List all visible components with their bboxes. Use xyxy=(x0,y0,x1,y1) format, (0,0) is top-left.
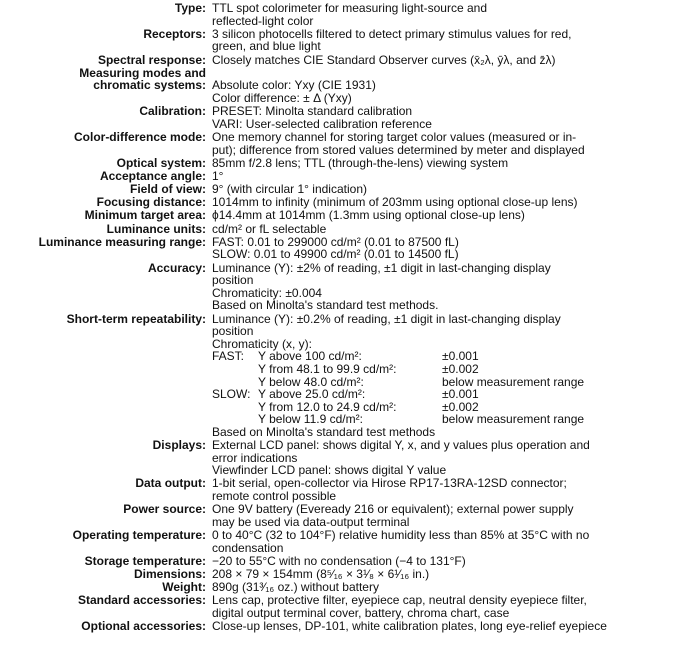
spec-line: Absolute color: Yxy (CIE 1931) xyxy=(212,78,376,93)
spec-row-power-source xyxy=(0,503,684,528)
spec-label: Type: xyxy=(174,1,206,15)
spec-value xyxy=(212,503,678,528)
spec-label: Receptors: xyxy=(143,26,206,41)
spec-label: Weight: xyxy=(162,580,206,595)
spec-line: 208 × 79 × 154mm (8⁵⁄₁₆ × 3¹⁄₈ × 6¹⁄₁₆ in.) xyxy=(212,567,430,581)
result: below measurement range xyxy=(442,412,585,427)
spec-row-luminance-measuring-range xyxy=(0,236,684,261)
spec-value xyxy=(212,581,678,594)
spec-line: reflected-light color xyxy=(212,13,314,28)
spec-line: 85mm f/2.8 lens; TTL (through-the-lens) viewing system xyxy=(212,155,509,170)
spec-value xyxy=(212,477,678,502)
spec-label: Optical system: xyxy=(116,155,206,170)
spec-value xyxy=(212,157,678,170)
spec-line: position xyxy=(212,273,254,288)
spec-line: TTL spot colorimeter for measuring light-source and xyxy=(212,1,488,15)
spec-value xyxy=(212,183,678,196)
spec-value xyxy=(212,594,678,619)
spec-value xyxy=(212,236,678,261)
result: ±0.002 xyxy=(442,361,479,376)
spec-label: Acceptance angle: xyxy=(99,168,206,183)
spec-line: Based on Minolta's standard test methods. xyxy=(212,298,439,313)
spec-row-type xyxy=(0,2,684,27)
spec-label: Luminance units: xyxy=(106,221,206,236)
spec-label: Operating temperature: xyxy=(72,528,206,543)
spec-row-luminance-units xyxy=(0,223,684,236)
spec-line: 9° (with circular 1° indication) xyxy=(212,182,367,197)
spec-line: green, and blue light xyxy=(212,39,321,54)
spec-value xyxy=(212,439,678,477)
spec-row-standard-accessories xyxy=(0,594,684,619)
spec-value xyxy=(212,555,678,568)
spec-label: Minimum target area: xyxy=(84,208,206,223)
spec-label: Storage temperature: xyxy=(84,553,206,568)
spec-label: Power source: xyxy=(123,502,206,517)
spec-line: One memory channel for storing target color values (measured or in- xyxy=(212,129,577,144)
spec-value xyxy=(212,67,678,105)
spec-line: VARI: User-selected calibration reference xyxy=(212,116,432,131)
spec-value xyxy=(212,262,678,312)
spec-label: Optional accessories: xyxy=(81,619,206,634)
condition: Y below 11.9 cd/m²: xyxy=(258,412,363,427)
spec-row-optical-system xyxy=(0,157,684,170)
spec-row-optional-accessories xyxy=(0,620,684,633)
spec-line: FAST: 0.01 to 299000 cd/m² (0.01 to 87500 fL) xyxy=(212,234,459,249)
mode-label: FAST: xyxy=(212,349,245,364)
spec-value xyxy=(212,131,678,156)
spec-line: condensation xyxy=(212,540,284,555)
spec-label: Dimensions: xyxy=(133,567,206,581)
spec-row-dimensions xyxy=(0,568,684,581)
spec-row-short-term-repeatability xyxy=(0,313,684,439)
spec-value xyxy=(212,2,678,27)
spec-label: Accuracy: xyxy=(147,260,206,275)
spec-value xyxy=(212,568,678,581)
spec-value xyxy=(212,54,678,67)
result: ±0.001 xyxy=(442,349,479,364)
spec-line: error indications xyxy=(212,450,298,465)
spec-line: Close-up lenses, DP-101, white calibration plates, long eye-relief eyepiece xyxy=(212,619,607,634)
spec-label: Data output: xyxy=(135,476,206,491)
spec-value xyxy=(212,223,678,236)
spec-line: 1014mm to infinity (minimum of 203mm using optional close-up lens) xyxy=(212,195,578,210)
spec-line: Luminance (Y): ±2% of reading, ±1 digit in last-changing display xyxy=(212,260,551,275)
spec-row-receptors xyxy=(0,28,684,53)
mode-label xyxy=(212,401,258,414)
spec-row-measuring-modes xyxy=(0,67,684,105)
spec-line: 1° xyxy=(212,168,224,183)
spec-line: Viewfinder LCD panel: shows digital Y value xyxy=(212,463,447,478)
mode-label: SLOW: xyxy=(212,387,251,402)
mode-label xyxy=(212,363,258,376)
spec-label: Spectral response: xyxy=(97,52,206,67)
condition: Y above 25.0 cd/m²: xyxy=(258,387,366,402)
spec-value xyxy=(212,209,678,222)
spec-label: Displays: xyxy=(152,438,206,453)
condition: Y from 48.1 to 99.9 cd/m²: xyxy=(258,361,397,376)
spec-value xyxy=(212,529,678,554)
spec-row-calibration xyxy=(0,105,684,130)
spec-label: Focusing distance: xyxy=(96,195,206,210)
spec-line: External LCD panel: shows digital Y, x, and y values plus operation and xyxy=(212,438,590,453)
repeatability-row xyxy=(212,388,678,401)
spec-row-focusing-distance xyxy=(0,196,684,209)
spec-line: 3 silicon photocells filtered to detect primary stimulus values for red, xyxy=(212,26,572,41)
spec-line: PRESET: Minolta standard calibration xyxy=(212,104,413,119)
spec-row-acceptance-angle xyxy=(0,170,684,183)
repeatability-row xyxy=(212,363,678,376)
spec-label-line: chromatic systems: xyxy=(93,78,206,93)
spec-label: Luminance measuring range: xyxy=(38,234,206,249)
spec-line: put); difference from stored values determined by meter and displayed xyxy=(212,142,585,157)
spec-line: may be used via data-output terminal xyxy=(212,514,410,529)
spec-row-field-of-view xyxy=(0,183,684,196)
spec-line: Color difference: ± Δ (Yxy) xyxy=(212,90,352,105)
spec-row-spectral-response xyxy=(0,54,684,67)
spec-line: remote control possible xyxy=(212,489,337,504)
result: ±0.002 xyxy=(442,399,479,414)
spec-row-weight xyxy=(0,581,684,594)
spec-label-line: Measuring modes and xyxy=(79,65,206,80)
condition: Y from 12.0 to 24.9 cd/m²: xyxy=(258,399,397,414)
spec-line: position xyxy=(212,324,254,339)
spec-value xyxy=(212,313,678,439)
spec-row-operating-temperature xyxy=(0,529,684,554)
spec-line: 0 to 40°C (32 to 104°F) relative humidity less than 85% at 35°C with no xyxy=(212,528,590,543)
spec-line: Closely matches CIE Standard Observer curves (x̄₂λ, ȳλ, and z̄λ) xyxy=(212,52,556,67)
spec-line: 890g (31³⁄₁₆ oz.) without battery xyxy=(212,580,379,595)
spec-line: Chromaticity (x, y): xyxy=(212,336,313,351)
spec-row-data-output xyxy=(0,477,684,502)
spec-label: Field of view: xyxy=(129,182,206,197)
result: ±0.001 xyxy=(442,387,479,402)
spec-line: SLOW: 0.01 to 49900 cd/m² (0.01 to 14500 fL) xyxy=(212,247,459,262)
spec-line: Chromaticity: ±0.004 xyxy=(212,285,322,300)
spec-value xyxy=(212,170,678,183)
spec-label: Short-term repeatability: xyxy=(66,311,206,326)
spec-row-minimum-target-area xyxy=(0,209,684,222)
spec-row-displays xyxy=(0,439,684,477)
spec-line: −20 to 55°C with no condensation (−4 to 131°F) xyxy=(212,553,466,568)
spec-line: ϕ14.4mm at 1014mm (1.3mm using optional close-up lens) xyxy=(212,208,525,223)
spec-line: One 9V battery (Eveready 216 or equivalent); external power supply xyxy=(212,502,574,517)
spec-label: Color-difference mode: xyxy=(73,129,206,144)
spec-line: Lens cap, protective filter, eyepiece cap, neutral density eyepiece filter, xyxy=(212,593,587,608)
spec-line: cd/m² or fL selectable xyxy=(212,221,327,236)
spec-label: Standard accessories: xyxy=(77,593,206,608)
spec-value xyxy=(212,196,678,209)
spec-line: Luminance (Y): ±0.2% of reading, ±1 digit in last-changing display xyxy=(212,311,561,326)
condition: Y above 100 cd/m²: xyxy=(258,349,362,364)
spec-row-storage-temperature xyxy=(0,555,684,568)
result: below measurement range xyxy=(442,374,585,389)
spec-line: 1-bit serial, open-collector via Hirose RP17-13RA-12SD connector; xyxy=(212,476,567,491)
spec-line: Based on Minolta's standard test methods xyxy=(212,424,436,439)
spec-value xyxy=(212,620,678,633)
spec-value xyxy=(212,28,678,53)
spec-label: Calibration: xyxy=(139,104,206,119)
spec-label xyxy=(0,67,212,105)
condition: Y below 48.0 cd/m²: xyxy=(258,374,364,389)
spec-row-accuracy xyxy=(0,262,684,312)
spec-line: digital output terminal cover, battery, chroma chart, case xyxy=(212,605,510,620)
spec-row-color-difference-mode xyxy=(0,131,684,156)
spec-value xyxy=(212,105,678,130)
